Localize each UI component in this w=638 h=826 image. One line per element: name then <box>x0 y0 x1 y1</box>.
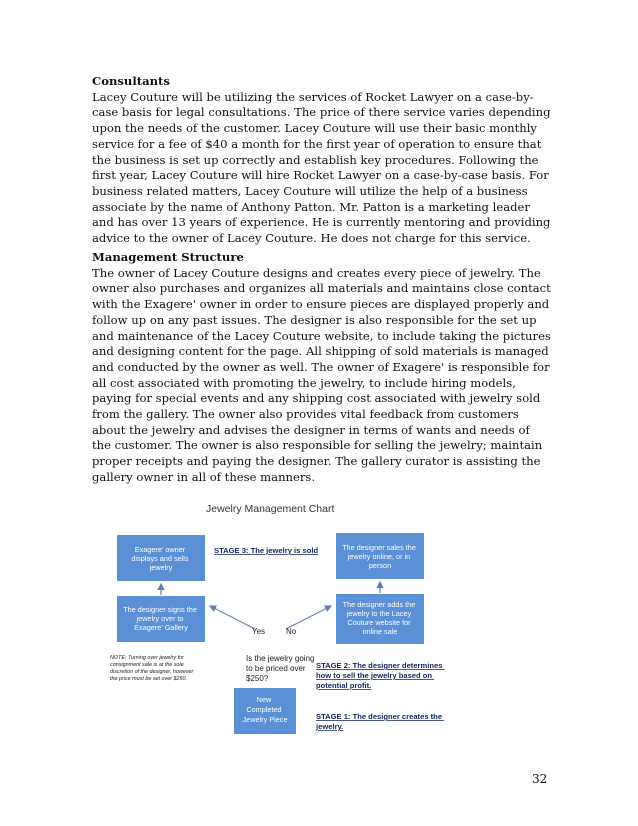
pricing-question: Is the jewelry going to be priced over $250? <box>246 654 315 683</box>
consultants-paragraph: Lacey Couture will be utilizing the services of Rocket Lawyer on a case-by-case basis for legal consultations. The price of there service varies depending upon the needs of the customer. Lacey Couture will use their basic monthly service for a fee of $40 a month for the first year of operation to ensure that the business is set up correctly and establish key procedures. Following the first year, Lacey Couture will hire Rocket Lawyer on a case-by-case basis. For business related matters, Lacey Couture will utilize the help of a business associate by the name of Anthony Patton. Mr. Patton is a marketing leader and has over 13 years of experience. He is currently mentoring and providing advice to the owner of Lacey Couture. He does not charge for this service. <box>92 89 551 246</box>
chart-title: Jewelry Management Chart <box>206 503 335 515</box>
stage3-label: STAGE 3: The jewelry is sold <box>214 546 319 555</box>
chart-canvas <box>100 493 460 743</box>
consultants-heading: Consultants <box>92 74 170 88</box>
arrow-no <box>286 606 331 629</box>
arrow-yes <box>210 606 255 629</box>
management-heading: Management Structure <box>92 250 244 264</box>
management-section <box>92 250 552 486</box>
consultants-section <box>92 74 552 247</box>
box-exagere-display-text: Exagere' owner displays and sells jewelry <box>131 545 189 572</box>
consignment-note: NOTE: Turning over jewelry for consignment sale is at the sole discretion of the designer, however the price must be set over $250. <box>110 655 194 682</box>
box-new-piece-text: New Completed Jewelry Piece <box>242 695 288 724</box>
stage2-label: STAGE 2: The designer determines how to sell the jewelry based on potential profit. <box>316 661 443 690</box>
management-paragraph: The owner of Lacey Couture designs and creates every piece of jewelry. The owner also purchases and organizes all materials and maintains close contact with the Exagere' owner in order to ensure pieces are displayed properly and follow up on any past issues. The designer is also responsible for the set up and maintenance of the Lacey Couture website, to include taking the pictures and designing content for the page. All shipping of sold materials is managed and conducted by the owner as well. The owner of Exagere' is responsible for all cost associated with promoting the jewelry, to include hiring models, paying for special events and any shipping cost associated with jewelry sold from the gallery. The owner also provides vital feedback from customers about the jewelry and advises the designer in terms of wants and needs of the customer. The owner is also responsible for selling the jewelry; maintain proper receipts and paying the designer. The gallery curator is assisting the gallery owner in all of these manners. <box>92 265 551 484</box>
jewelry-management-chart <box>100 493 460 743</box>
page-number: 32 <box>532 772 548 786</box>
label-no: No <box>286 627 297 636</box>
stage1-label: STAGE 1: The designer creates the jewelry. <box>316 712 443 731</box>
box-adds-website-text: The designer adds the jewelry to the Lacey Couture website for online sale <box>342 600 416 636</box>
box-sells-online-text: The designer sales the jewelry online, or in person <box>342 543 416 570</box>
label-yes: Yes <box>252 627 266 636</box>
box-signs-over-text: The designer signs the jewelry over to Exagere' Gallery <box>123 605 197 632</box>
